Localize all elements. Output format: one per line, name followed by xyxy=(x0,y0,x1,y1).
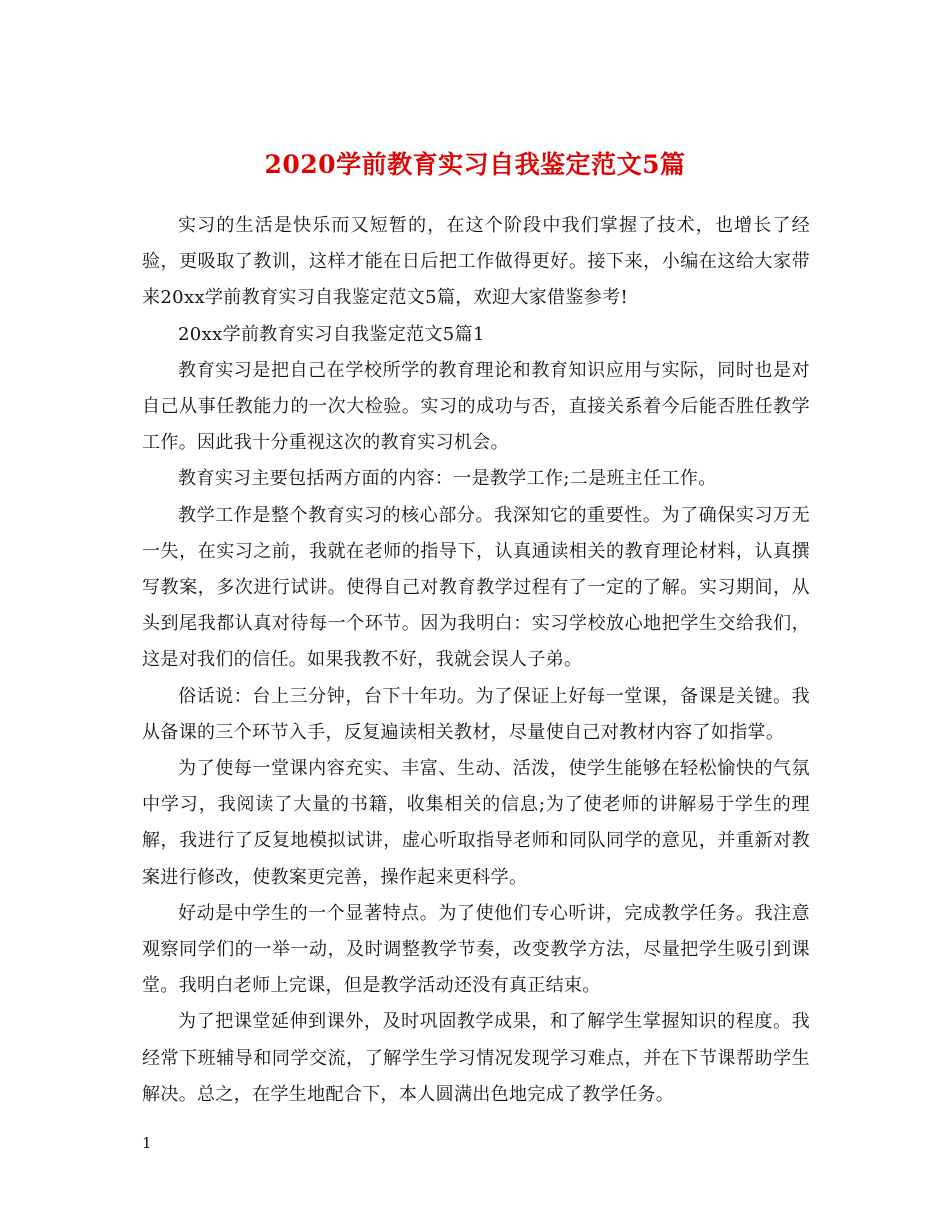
paragraph: 为了把课堂延伸到课外，及时巩固教学成果，和了解学生掌握知识的程度。我经常下班辅导和同学交流，了解学生学习情况发现学习难点，并在下节课帮助学生解决。总之，在学生地配合下，本人圆满出色地完成了教学任务。 xyxy=(142,1011,810,1105)
paragraph: 为了使每一堂课内容充实、丰富、生动、活泼，使学生能够在轻松愉快的气氛中学习，我阅读了大量的书籍，收集相关的信息;为了使老师的讲解易于学生的理解，我进行了反复地模拟试讲，虚心听取指导老师和同队同学的意见，并重新对教案进行修改，使教案更完善，操作起来更科学。 xyxy=(142,758,810,888)
paragraph: 好动是中学生的一个显著特点。为了使他们专心听讲，完成教学任务。我注意观察同学们的一举一动，及时调整教学节奏，改变教学方法，尽量把学生吸引到课堂。我明白老师上完课，但是教学活动还没有真正结束。 xyxy=(142,902,810,997)
document-title: 2020学前教育实习自我鉴定范文5篇 xyxy=(264,149,686,179)
paragraph: 教学工作是整个教育实习的核心部分。我深知它的重要性。为了确保实习万无一失，在实习之前，我就在老师的指导下，认真通读相关的教育理论材料，认真撰写教案，多次进行试讲。使得自己对教育教学过程有了一定的了解。实习期间，从头到尾我都认真对待每一个环节。因为我明白：实习学校放心地把学生交给我们，这是对我们的信任。如果我教不好，我就会误人子弟。 xyxy=(142,504,810,671)
paragraph: 教育实习主要包括两方面的内容：一是教学工作;二是班主任工作。 xyxy=(178,468,717,490)
paragraph: 教育实习是把自己在学校所学的教育理论和教育知识应用与实际，同时也是对自己从事任教能力的一次大检验。实习的成功与否，直接关系着今后能否胜任教学工作。因此我十分重视这次的教育实习机会。 xyxy=(142,359,810,454)
paragraph: 俗话说：台上三分钟，台下十年功。为了保证上好每一堂课，备课是关键。我从备课的三个环节入手，反复遍读相关教材，尽量使自己对教材内容了如指掌。 xyxy=(142,685,810,743)
section-heading: 20xx学前教育实习自我鉴定范文5篇1 xyxy=(178,323,485,345)
paragraph-intro: 实习的生活是快乐而又短暂的，在这个阶段中我们掌握了技术，也增长了经验，更吸取了教训，这样才能在日后把工作做得更好。接下来，小编在这给大家带来20xx学前教育实习自我鉴定范文5篇，欢迎大家借鉴参考! xyxy=(142,215,810,309)
document-body xyxy=(142,208,810,1113)
page-number: 1 xyxy=(142,1134,152,1152)
